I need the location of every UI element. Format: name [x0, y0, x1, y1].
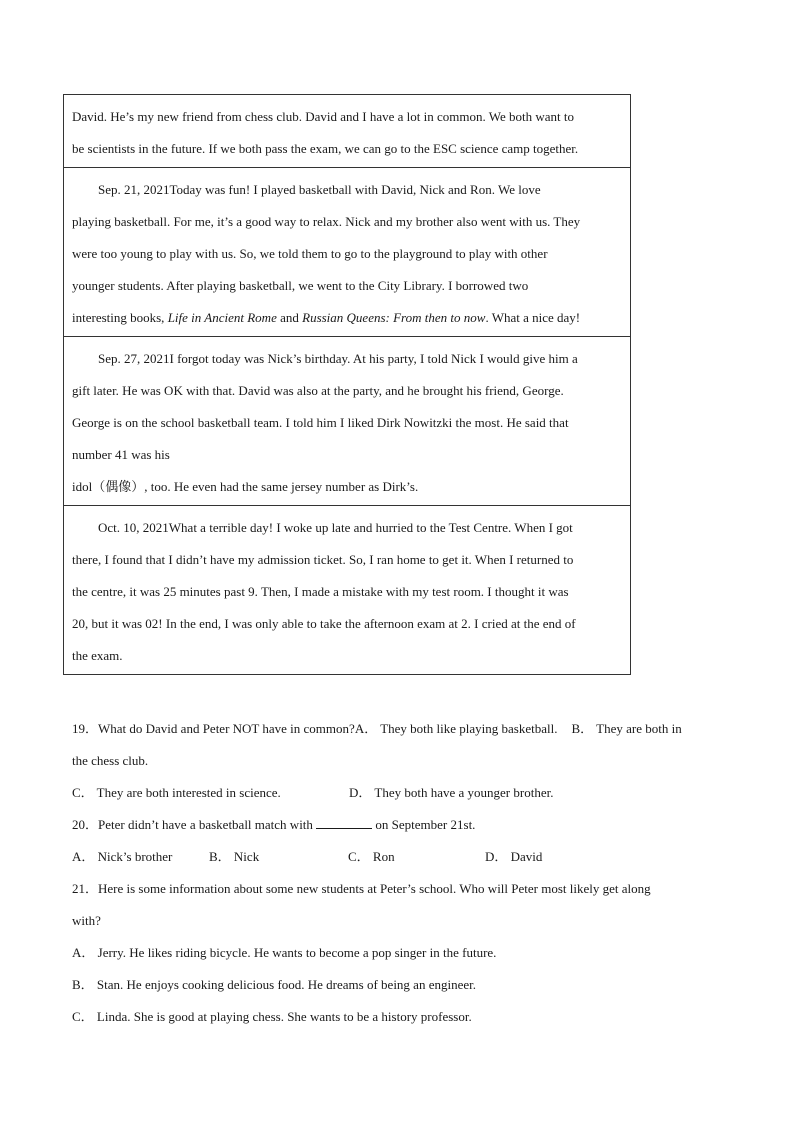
- option-b[interactable]: B． Nick: [209, 849, 260, 864]
- option-c[interactable]: C． Linda. She is good at playing chess. She wants to be a history professor.: [72, 1009, 472, 1024]
- diary-entry-sep21: Sep. 21, 2021Today was fun! I played basketball with David, Nick and Ron. We love playing basketball. For me, it’s a good way to relax. Nick and my brother also went with us. They were too young to play with us. So, we told them to go to the playground to play with other younger students. After playing basketball, we went to the City Library. I borrowed two interesting books, Life in Ancient Rome and Russian Queens: From then to now. What a nice day!: [64, 168, 630, 337]
- diary-line: David. He’s my new friend from chess club. David and I have a lot in common. We both want to: [72, 109, 574, 124]
- book-title: Russian Queens: From then to now: [302, 310, 486, 325]
- option-c[interactable]: C． They are both interested in science.: [72, 785, 281, 800]
- diary-line: I forgot today was Nick’s birthday. At his party, I told Nick I would give him a: [169, 351, 578, 366]
- entry-date: Sep. 21, 2021: [98, 182, 170, 197]
- option-d[interactable]: D． They both have a younger brother.: [349, 785, 554, 800]
- question-19: [72, 713, 732, 745]
- entry-date: Oct. 10, 2021: [98, 520, 169, 535]
- diary-line: gift later. He was OK with that. David was also at the party, and he brought his friend, George.: [72, 383, 564, 398]
- answer-blank: [316, 814, 372, 829]
- diary-line: idol（偶像）, too. He even had the same jersey number as Dirk’s.: [72, 479, 419, 494]
- diary-line: What a terrible day! I woke up late and hurried to the Test Centre. When I got: [168, 520, 573, 535]
- option-b[interactable]: B． They are both in: [571, 721, 682, 736]
- diary-line: number 41 was his: [72, 447, 170, 462]
- diary-table: [63, 94, 631, 675]
- diary-line: younger students. After playing basketball, we went to the City Library. I borrowed two: [72, 278, 529, 293]
- diary-line: Today was fun! I played basketball with David, Nick and Ron. We love: [169, 182, 541, 197]
- question-stem: 20．Peter didn’t have a basketball match with: [72, 817, 317, 832]
- option-a[interactable]: A． Nick’s brother: [72, 849, 173, 864]
- diary-line: playing basketball. For me, it’s a good way to relax. Nick and my brother also went with us. They: [72, 214, 581, 229]
- entry-date: Sep. 27, 2021: [98, 351, 170, 366]
- diary-entry-intro: [64, 95, 630, 168]
- diary-entry-sep27: [64, 337, 630, 506]
- diary-line: George is on the school basketball team. I told him I liked Dirk Nowitzki the most. He said that: [72, 415, 569, 430]
- option-b-continued: the chess club.: [72, 753, 149, 768]
- question-20: 20．Peter didn’t have a basketball match with on September 21st.: [72, 809, 732, 841]
- diary-line: the exam.: [72, 648, 123, 663]
- diary-line: the centre, it was 25 minutes past 9. Then, I made a mistake with my test room. I thought it was: [72, 584, 569, 599]
- diary-line: 20, but it was 02! In the end, I was only able to take the afternoon exam at 2. I cried at the end of: [72, 616, 576, 631]
- option-a[interactable]: A． Jerry. He likes riding bicycle. He wants to become a pop singer in the future.: [72, 945, 497, 960]
- question-stem: 19．What do David and Peter NOT have in common?: [72, 721, 355, 736]
- option-b[interactable]: B． Stan. He enjoys cooking delicious food. He dreams of being an engineer.: [72, 977, 476, 992]
- diary-entry-oct10: [64, 506, 630, 674]
- diary-line: be scientists in the future. If we both pass the exam, we can go to the ESC science camp together.: [72, 141, 579, 156]
- diary-line: interesting books,: [72, 310, 168, 325]
- diary-line: there, I found that I didn’t have my admission ticket. So, I ran home to get it. When I returned to: [72, 552, 574, 567]
- book-title: Life in Ancient Rome: [167, 310, 277, 325]
- option-d[interactable]: D． David: [485, 849, 543, 864]
- diary-line: were too young to play with us. So, we told them to go to the playground to play with other: [72, 246, 548, 261]
- option-c[interactable]: C． Ron: [348, 849, 395, 864]
- question-21-continued: with?: [72, 913, 101, 928]
- option-a[interactable]: A． They both like playing basketball.: [354, 721, 558, 736]
- questions-section: [72, 713, 732, 1033]
- question-21: 21．Here is some information about some new students at Peter’s school. Who will Peter most likely get along: [72, 881, 651, 896]
